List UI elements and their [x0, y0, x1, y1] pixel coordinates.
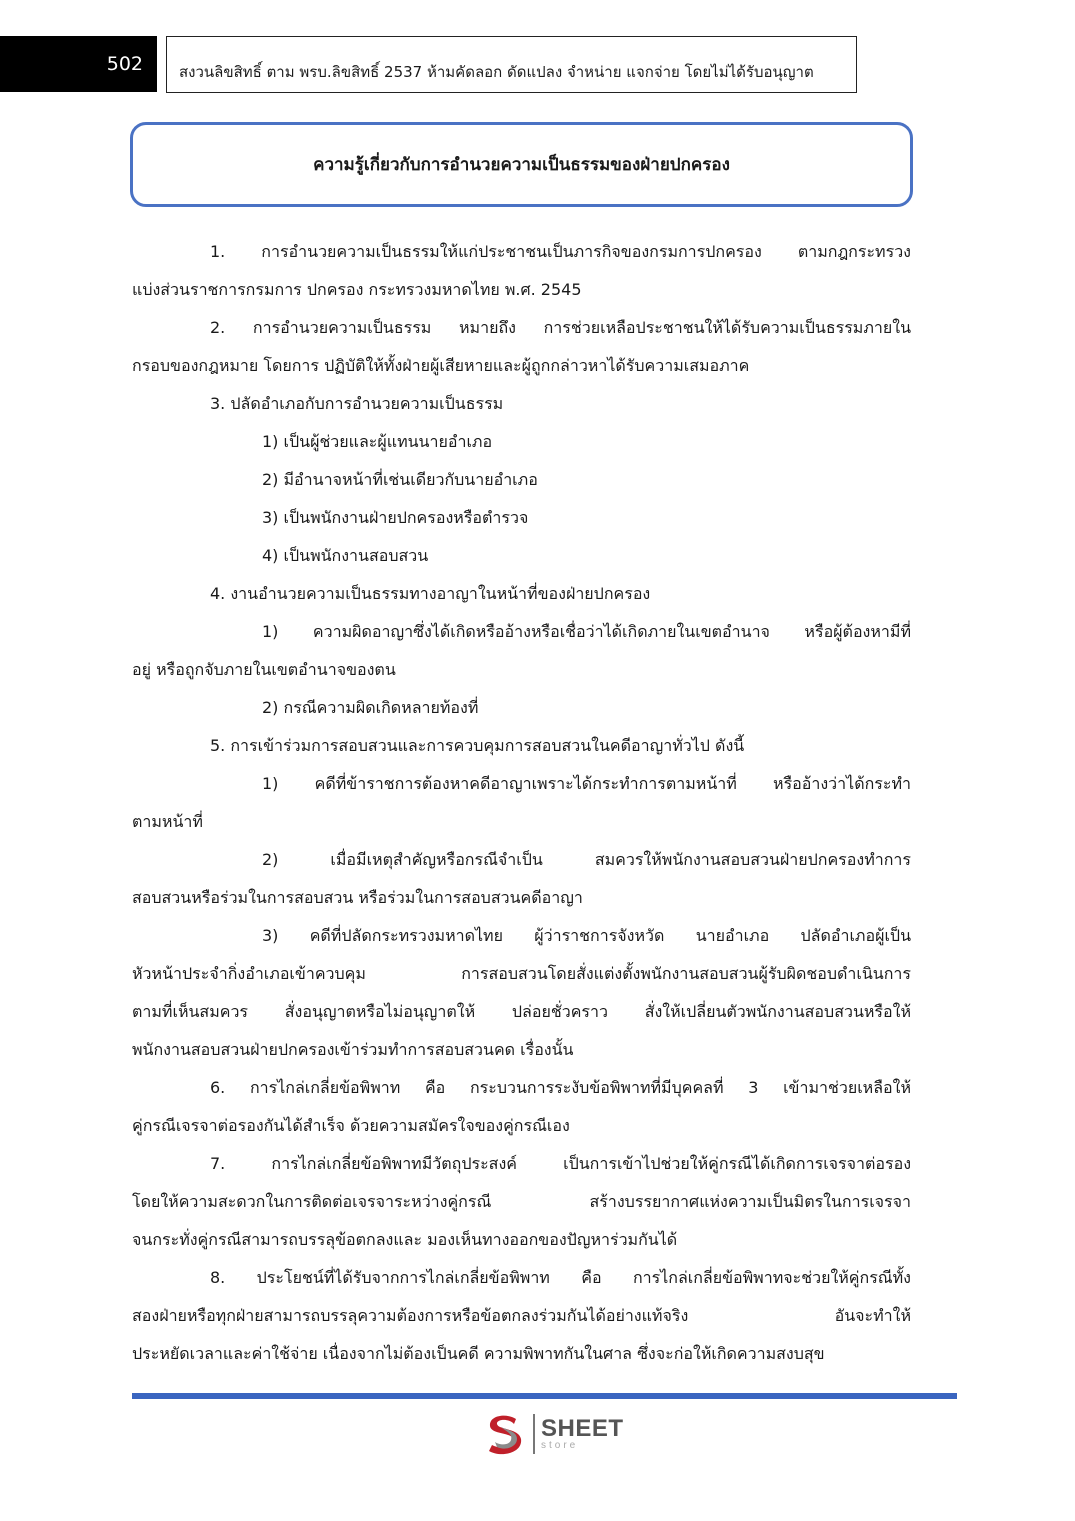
list-item: 2) มีอำนาจหน้าที่เช่นเดียวกับนายอำเภอ	[262, 470, 538, 489]
list-item: 2) เมื่อมีเหตุสำคัญหรือกรณีจำเป็น สมควรให้พนักงานสอบสวนฝ่ายปกครองทำการ	[262, 850, 911, 869]
paragraph-line: ตามที่เห็นสมควร สั่งอนุญาตหรือไม่อนุญาตให้ ปล่อยชั่วคราว สั่งให้เปลี่ยนตัวพนักงานสอบสวนหรือให้	[132, 1002, 911, 1021]
paragraph-line: แบ่งส่วนราชการกรมการ ปกครอง กระทรวงมหาดไทย พ.ศ. 2545	[132, 280, 582, 299]
section-title: ความรู้เกี่ยวกับการอำนวยความเป็นธรรมของฝ่ายปกครอง	[313, 155, 730, 175]
paragraph-line: จนกระทั่งคู่กรณีสามารถบรรลุข้อตกลงและ มองเห็นทางออกของปัญหาร่วมกันได้	[132, 1230, 678, 1249]
paragraph-line: 6. การไกล่เกลี่ยข้อพิพาท คือ กระบวนการระงับข้อพิพาทที่มีบุคคลที่ 3 เข้ามาช่วยเหลือให้	[210, 1078, 911, 1097]
list-item: 3) เป็นพนักงานฝ่ายปกครองหรือตำรวจ	[262, 508, 529, 527]
paragraph-line: คู่กรณีเจรจาต่อรองกันได้สำเร็จ ด้วยความสมัครใจของคู่กรณีเอง	[132, 1116, 570, 1135]
paragraph-line: สอบสวนหรือร่วมในการสอบสวน หรือร่วมในการสอบสวนคดีอาญา	[132, 888, 583, 907]
logo-subtext: store	[541, 1440, 579, 1451]
logo-wordmark	[541, 1417, 624, 1451]
list-item: 1) เป็นผู้ช่วยและผู้แทนนายอำเภอ	[262, 432, 493, 451]
paragraph-line: สองฝ่ายหรือทุกฝ่ายสามารถบรรลุความต้องการหรือข้อตกลงร่วมกันได้อย่างแท้จริง อันจะทำให้	[132, 1306, 911, 1325]
paragraph-line: 8. ประโยชน์ที่ได้รับจากการไกล่เกลี่ยข้อพิพาท คือ การไกล่เกลี่ยข้อพิพาทจะช่วยให้คู่กรณีทั้ง	[210, 1268, 911, 1287]
list-item: 3) คดีที่ปลัดกระทรวงมหาดไทย ผู้ว่าราชการจังหวัด นายอำเภอ ปลัดอำเภอผู้เป็น	[262, 926, 911, 945]
footer-rule	[132, 1393, 957, 1399]
sheet-store-logo	[483, 1413, 624, 1455]
body-text	[132, 233, 911, 1373]
paragraph-line: อยู่ หรือถูกจับภายในเขตอำนาจของตน	[132, 660, 396, 679]
paragraph-line: 4. งานอำนวยความเป็นธรรมทางอาญาในหน้าที่ของฝ่ายปกครอง	[210, 584, 651, 603]
paragraph-line: 7. การไกล่เกลี่ยข้อพิพาทมีวัตถุประสงค์ เป็นการเข้าไปช่วยให้คู่กรณีได้เกิดการเจรจาต่อรอง	[210, 1154, 911, 1173]
logo-text: SHEET	[541, 1415, 624, 1442]
logo-divider	[533, 1414, 535, 1454]
paragraph-line: โดยให้ความสะดวกในการติดต่อเจรจาระหว่างคู่กรณี สร้างบรรยากาศแห่งความเป็นมิตรในการเจรจา	[132, 1192, 911, 1211]
paragraph-line: กรอบของกฎหมาย โดยการ ปฏิบัติให้ทั้งฝ่ายผู้เสียหายและผู้ถูกกล่าวหาได้รับความเสมอภาค	[132, 356, 750, 375]
page-number: 502	[0, 36, 157, 92]
paragraph-line: ตามหน้าที่	[132, 812, 203, 831]
paragraph-line: หัวหน้าประจำกิ่งอำเภอเข้าควบคุม การสอบสวนโดยสั่งแต่งตั้งพนักงานสอบสวนผู้รับผิดชอบดำเนินการ	[132, 964, 911, 983]
paragraph-line: ประหยัดเวลาและค่าใช้จ่าย เนื่องจากไม่ต้องเป็นคดี ความพิพาทกันในศาล ซึ่งจะก่อให้เกิดความสงบสุข	[132, 1344, 825, 1363]
section-title-box	[130, 122, 913, 207]
paragraph-line: 5. การเข้าร่วมการสอบสวนและการควบคุมการสอบสวนในคดีอาญาทั่วไป ดังนี้	[210, 736, 745, 755]
list-item: 1) คดีที่ข้าราชการต้องหาคดีอาญาเพราะได้กระทำการตามหน้าที่ หรืออ้างว่าได้กระทำ	[262, 774, 911, 793]
list-item: 1) ความผิดอาญาซึ่งได้เกิดหรืออ้างหรือเชื่อว่าได้เกิดภายในเขตอำนาจ หรือผู้ต้องหามีที่	[262, 622, 911, 641]
paragraph-line: พนักงานสอบสวนฝ่ายปกครองเข้าร่วมทำการสอบสวนคด เรื่องนั้น	[132, 1040, 574, 1059]
sheet-store-s-icon	[483, 1413, 527, 1455]
paragraph-line: 2. การอำนวยความเป็นธรรม หมายถึง การช่วยเหลือประชาชนให้ได้รับความเป็นธรรมภายใน	[210, 318, 911, 337]
paragraph-line: 1. การอำนวยความเป็นธรรมให้แก่ประชาชนเป็นภารกิจของกรมการปกครอง ตามกฎกระทรวง	[210, 242, 911, 261]
list-item: 2) กรณีความผิดเกิดหลายท้องที่	[262, 698, 479, 717]
list-item: 4) เป็นพนักงานสอบสวน	[262, 546, 429, 565]
paragraph-line: 3. ปลัดอำเภอกับการอำนวยความเป็นธรรม	[210, 394, 504, 413]
copyright-notice: สงวนลิขสิทธิ์ ตาม พรบ.ลิขสิทธิ์ 2537 ห้ามคัดลอก ดัดแปลง จำหน่าย แจกจ่าย โดยไม่ได้รับอนุญาต	[166, 36, 857, 93]
